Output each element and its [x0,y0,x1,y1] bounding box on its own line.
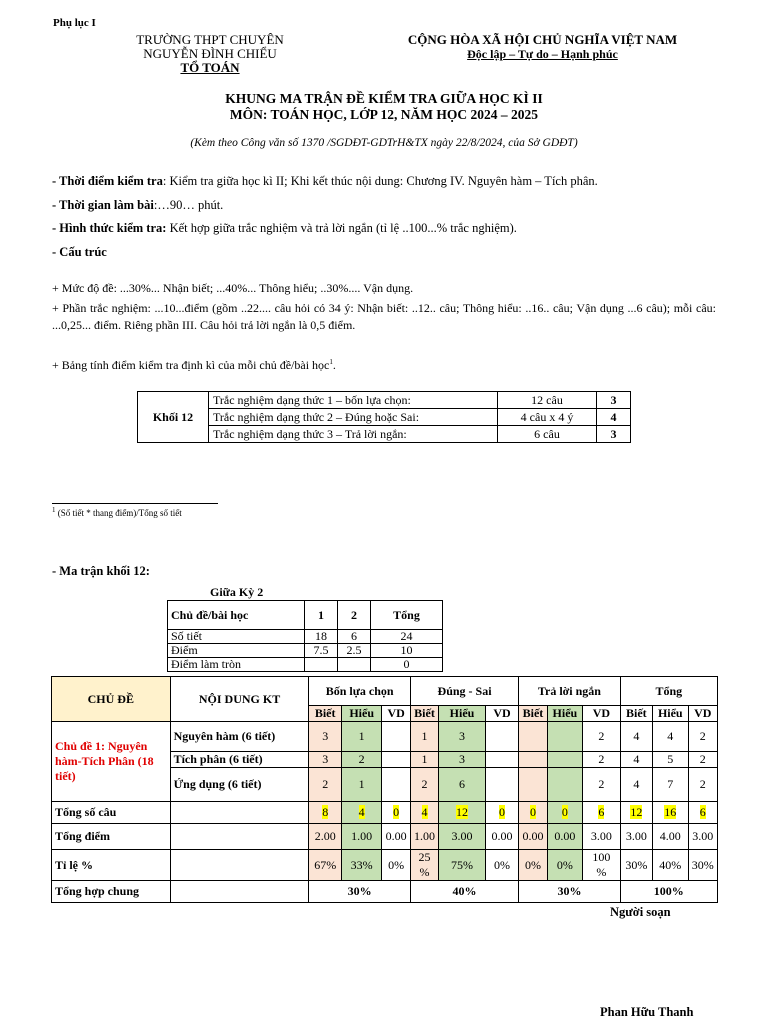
highlighted-value: 4 [358,805,365,819]
matrix-cell: 1 [341,768,382,802]
table-row [168,658,443,672]
empty-cell [170,881,309,903]
highlighted-value: 8 [322,805,329,819]
matrix-cell: 4 [620,768,652,802]
group-header: Đúng - Sai [410,677,518,706]
table-row [168,644,443,658]
level-header: VD [688,706,717,722]
matrix-cell: 5 [653,752,688,768]
topic-table [167,600,443,672]
question-count: 12 câu [498,392,597,409]
content-column-header: NỘI DUNG KT [170,677,309,722]
matrix-cell: 2 [583,768,621,802]
matrix-cell: 0% [547,850,582,881]
matrix-cell: 1.00 [410,824,438,850]
topic-name: Chủ đề 1: Nguyên hàm-Tích Phân (18 tiết) [55,739,154,783]
matrix-cell [547,802,582,824]
matrix-cell: 0% [485,850,518,881]
structure-heading [52,244,107,260]
matrix-cell: 3 [309,722,341,752]
semester-label: Giữa Kỳ 2 [210,585,264,599]
level-header: VD [382,706,410,722]
table-row [168,630,443,644]
question-score: 3 [597,392,631,409]
summary-value: 30% [519,881,620,903]
matrix-cell [382,802,410,824]
level-header: Hiểu [547,706,582,722]
title-line-2: MÔN: TOÁN HỌC, LỚP 12, NĂM HỌC 2024 – 2025 [229,107,539,122]
summary-label: Tổng hợp chung [52,881,171,903]
footnote-ref: 1 [329,358,333,366]
question-type-desc: Trắc nghiệm dạng thức 3 – Trả lời ngắn: [209,426,498,443]
matrix-cell: 2 [688,752,717,768]
exam-duration-label: - Thời gian làm bài [52,198,154,212]
group-header: Bốn lựa chọn [309,677,410,706]
footnote [52,506,182,518]
topic-cell [52,722,171,802]
level-header: VD [583,706,621,722]
structure-label: - Cấu trúc [52,245,107,259]
matrix-cell: 0.00 [382,824,410,850]
question-type-desc: Trắc nghiệm dạng thức 1 – bốn lựa chọn: [209,392,498,409]
matrix-cell [653,802,688,824]
empty-cell [170,850,309,881]
matrix-cell [519,802,547,824]
table-cell [305,658,338,672]
matrix-cell: 3 [439,722,486,752]
table-row [52,881,718,903]
row-label: Tổng số câu [52,802,171,824]
matrix-cell [583,802,621,824]
matrix-cell [410,802,438,824]
table-row [52,850,718,881]
grade-label: Khối 12 [138,392,209,443]
matrix-cell: 3.00 [439,824,486,850]
exam-matrix [51,676,718,903]
matrix-cell [309,802,341,824]
table-intro-text: + Bảng tính điểm kiểm tra định kì của mỗi chủ đề/bài học [52,358,330,372]
matrix-heading: - Ma trận khối 12: [52,564,150,578]
matrix-cell: 6 [439,768,486,802]
group-header: Tổng [620,677,717,706]
matrix-cell: 0.00 [547,824,582,850]
content-name: Nguyên hàm (6 tiết) [170,722,309,752]
row-label: Tổng điểm [52,824,171,850]
matrix-cell [485,722,518,752]
summary-value: 30% [309,881,410,903]
matrix-cell [547,722,582,752]
table-cell [338,658,371,672]
table-row [138,392,631,409]
author-role: Người soạn [610,905,671,919]
school-name [120,33,300,75]
matrix-cell: 2 [410,768,438,802]
table-cell: 24 [371,630,443,644]
matrix-cell [547,768,582,802]
level-header: Biết [620,706,652,722]
matrix-cell: 30% [688,850,717,881]
highlighted-value: 16 [664,805,677,819]
question-type-desc: Trắc nghiệm dạng thức 2 – Đúng hoặc Sai: [209,409,498,426]
table-row [168,601,443,630]
matrix-cell [382,752,410,768]
matrix-cell [382,722,410,752]
level-header: Hiểu [653,706,688,722]
author-name: Phan Hữu Thanh [600,1005,694,1019]
matrix-cell: 3.00 [583,824,621,850]
table-cell: 2.5 [338,644,371,658]
table-row [52,802,718,824]
mcq-description: + Phần trắc nghiệm: ...10...điểm (gồm ..22.... câu hỏi có 34 ý: Nhận biết: ..12.. câu; Thông hiểu: ..16.. câu; Vận dụng ...6 câu); mỗi câu: ...0,25... điểm. Riêng phần III. Câu hỏi trả lời ngắn là 0,5 điểm. [52,301,716,332]
table-cell: 7.5 [305,644,338,658]
highlighted-value: 12 [456,805,469,819]
matrix-cell: 3.00 [620,824,652,850]
highlighted-value: 6 [699,805,706,819]
highlighted-value: 12 [630,805,643,819]
matrix-cell: 7 [653,768,688,802]
table-row [52,677,718,706]
summary-value: 40% [410,881,518,903]
exam-duration [52,197,223,213]
table-row [52,722,718,752]
question-count: 4 câu x 4 ý [498,409,597,426]
empty-cell [170,824,309,850]
matrix-cell: 25 % [410,850,438,881]
level-header: Biết [309,706,341,722]
matrix-cell: 40% [653,850,688,881]
summary-value: 100% [620,881,717,903]
highlighted-value: 0 [561,805,568,819]
table-row [138,426,631,443]
table-cell: 6 [338,630,371,644]
highlighted-value: 0 [529,805,536,819]
matrix-cell: 2 [583,752,621,768]
exam-duration-value: :…90… phút. [153,198,224,212]
matrix-cell: 0.00 [485,824,518,850]
matrix-cell: 30% [620,850,652,881]
table-cell: Điểm làm tròn [168,658,305,672]
topic-column-header: CHỦ ĐỀ [52,677,171,722]
nation-name: CỘNG HÒA XÃ HỘI CHỦ NGHĨA VIỆT NAM [407,32,678,47]
matrix-cell [519,752,547,768]
content-name: Ứng dụng (6 tiết) [170,768,309,802]
table-cell: 0 [371,658,443,672]
exam-time-value: : Kiểm tra giữa học kì II; Khi kết thúc nội dung: Chương IV. Nguyên hàm – Tích phân. [162,174,598,188]
motto: Độc lập – Tự do – Hạnh phúc [467,47,618,61]
table-row [138,409,631,426]
matrix-cell: 67% [309,850,341,881]
matrix-cell [688,802,717,824]
matrix-cell: 3 [309,752,341,768]
table-intro: + Bảng tính điểm kiểm tra định kì của mỗi chủ đề/bài học$^1$. [52,358,336,372]
matrix-cell: 3 [439,752,486,768]
matrix-cell: 4.00 [653,824,688,850]
highlighted-value: 4 [421,805,428,819]
highlighted-value: 6 [598,805,605,819]
matrix-cell: 4 [620,752,652,768]
matrix-cell: 2 [688,768,717,802]
table-cell: 18 [305,630,338,644]
table-row [52,824,718,850]
question-score: 4 [597,409,631,426]
matrix-cell: 75% [439,850,486,881]
department: TỔ TOÁN [180,60,240,75]
level-header: Hiểu [439,706,486,722]
matrix-cell: 0% [382,850,410,881]
matrix-cell: 2 [688,722,717,752]
matrix-cell [620,802,652,824]
matrix-cell [341,802,382,824]
footnote-number: 1 [52,506,56,514]
matrix-cell [485,802,518,824]
level-header: VD [485,706,518,722]
table-cell: 10 [371,644,443,658]
table-cell: Số tiết [168,630,305,644]
row-label: Tỉ lệ % [52,850,171,881]
matrix-cell [519,768,547,802]
matrix-cell: 2 [309,768,341,802]
matrix-cell: 2 [341,752,382,768]
matrix-cell: 3.00 [688,824,717,850]
level-header: Biết [519,706,547,722]
document-title [0,91,768,123]
matrix-cell: 0% [519,850,547,881]
level-header: Hiểu [341,706,382,722]
school-line-1: TRƯỜNG THPT CHUYÊN [136,32,284,47]
table-cell: Điểm [168,644,305,658]
footnote-divider [52,503,218,504]
matrix-cell [439,802,486,824]
footnote-text: (Số tiết * thang điểm)/Tổng số tiết [57,508,182,518]
topic-header: Tổng [371,601,443,630]
matrix-cell: 33% [341,850,382,881]
matrix-cell: 4 [653,722,688,752]
matrix-cell: 4 [620,722,652,752]
highlighted-value: 0 [393,805,400,819]
school-line-2: NGUYỄN ĐÌNH CHIỂU [143,46,277,61]
matrix-cell: 1 [341,722,382,752]
topic-header: Chủ đề/bài học [168,601,305,630]
matrix-cell: 1.00 [341,824,382,850]
matrix-cell [485,768,518,802]
difficulty-levels: + Mức độ đề: ...30%... Nhận biết; ...40%... Thông hiểu; ..30%.... Vận dụng. [52,281,414,295]
citation: (Kèm theo Công văn số 1370 /SGDĐT-GDTrH&TX ngày 22/8/2024, của Sở GDĐT) [190,137,578,149]
matrix-cell [382,768,410,802]
matrix-cell: 100 % [583,850,621,881]
exam-form [52,220,517,236]
exam-time [52,173,598,189]
content-name: Tích phân (6 tiết) [170,752,309,768]
empty-cell [170,802,309,824]
matrix-cell: 2 [583,722,621,752]
exam-time-label: - Thời điểm kiểm tra [52,174,163,188]
question-score: 3 [597,426,631,443]
national-header [390,33,695,61]
question-count: 6 câu [498,426,597,443]
matrix-cell [519,722,547,752]
appendix-label: Phụ lục I [53,17,96,29]
question-type-table [137,391,631,443]
matrix-cell: 1 [410,752,438,768]
matrix-cell [547,752,582,768]
highlighted-value: 0 [499,805,506,819]
exam-form-label: - Hình thức kiểm tra: [52,221,167,235]
title-line-1: KHUNG MA TRẬN ĐỀ KIỂM TRA GIỮA HỌC KÌ II [225,91,543,106]
group-header: Trả lời ngắn [519,677,620,706]
exam-form-value: Kết hợp giữa trắc nghiệm và trả lời ngắn (tỉ lệ ..100...% trắc nghiệm). [166,221,517,235]
matrix-cell [485,752,518,768]
matrix-cell: 1 [410,722,438,752]
level-header: Biết [410,706,438,722]
matrix-cell: 0.00 [519,824,547,850]
topic-header: 2 [338,601,371,630]
topic-header: 1 [305,601,338,630]
matrix-cell: 2.00 [309,824,341,850]
